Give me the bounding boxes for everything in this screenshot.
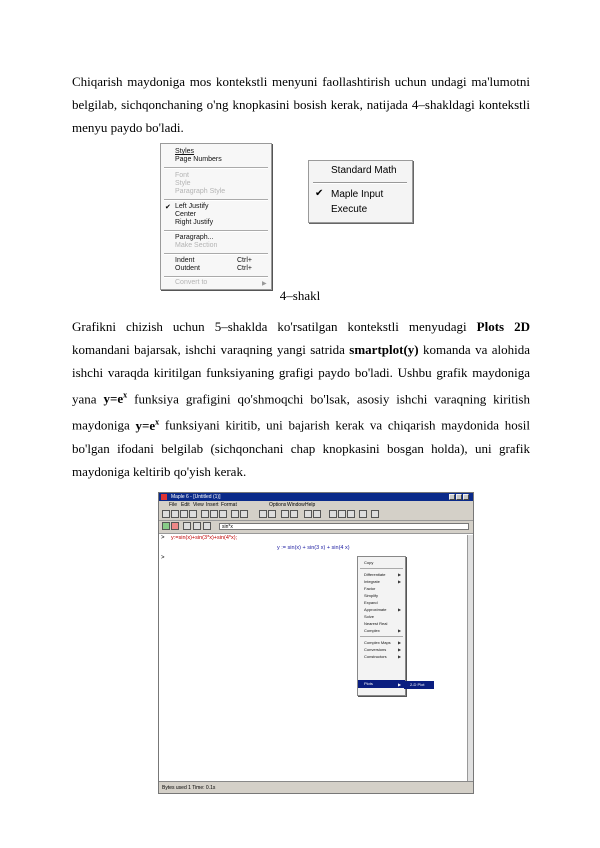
menu-window[interactable]: Window xyxy=(287,502,305,508)
redo-icon[interactable] xyxy=(240,510,248,518)
ctx-copy[interactable]: Copy xyxy=(364,560,374,565)
ctx-plots[interactable]: Plots xyxy=(358,680,405,688)
paragraph-2: Grafikni chizish uchun 5–shaklda ko'rsatilgan kontekstli menyudagi Plots 2D komandani bajarsak, ishchi varaqning yangi satrida smartplot(y) komanda va alohida ishchi varaqda kiritilgan funksiyaning grafigi paydo bo'ladi. Ushbu grafik maydoniga yana $y=e^x$ funksiya grafigini qo'shmoqchi bo'lsak, asosiy ishchi varaqning kiritish maydoniga $y=e^x$ funksiyani kiritib, uni bajarish kerak va chiqarish maydonida hosil bo'lgan ifodani belgilab (sichqonchani chap knopkasini bosgan holda), uni grafik maydoniga keltirib qo'yish kerak. xyxy=(72,319,531,479)
paste-icon[interactable] xyxy=(219,510,227,518)
main-toolbar xyxy=(159,509,473,521)
close-button[interactable] xyxy=(463,494,469,500)
ctx-conversions[interactable]: Conversions xyxy=(364,647,387,652)
menu-item-maple-input[interactable]: Maple Input xyxy=(331,189,384,200)
ctx-expand[interactable]: Expand xyxy=(364,600,378,605)
open-icon[interactable] xyxy=(171,510,179,518)
maple-input-icon[interactable] xyxy=(171,522,179,530)
submenu-arrow-icon: ▶ xyxy=(398,572,402,577)
maple-context-menu xyxy=(357,556,406,696)
help-icon[interactable] xyxy=(359,510,367,518)
context-toolbar xyxy=(159,521,473,534)
window-title: Maple 6 - [Untitled (1)] xyxy=(171,494,221,500)
menu-separator xyxy=(164,253,268,255)
ctx-integrate[interactable]: Integrate xyxy=(364,579,380,584)
prompt: > xyxy=(161,555,165,561)
figure-4-caption: 4–shakl xyxy=(279,288,321,303)
menu-format[interactable]: Format xyxy=(221,502,237,508)
zoom-100-icon[interactable] xyxy=(329,510,337,518)
submenu-arrow-icon: ▶ xyxy=(398,640,402,645)
ctx-approximate[interactable]: Approximate xyxy=(364,607,387,612)
menu-item-paragraph-style[interactable]: Paragraph Style xyxy=(175,188,226,195)
paragraph-1: Chiqarish maydoniga mos kontekstli menyuni faollashtirish uchun undagi ma'lumotni belgilab, sichqonchaning o'ng knopkasini bosish kerak, natijada 4–shakldagi kontekstli menyu paydo bo'ladi. xyxy=(72,74,530,135)
submenu-arrow-icon: ▶ xyxy=(262,281,267,287)
maximize-button[interactable] xyxy=(456,494,462,500)
menu-help[interactable]: Help xyxy=(305,502,316,508)
menu-separator xyxy=(164,167,268,169)
menu-item-center[interactable]: Center xyxy=(175,211,197,218)
undo-icon[interactable] xyxy=(231,510,239,518)
insert-group-icon[interactable] xyxy=(281,510,289,518)
menu-item-right-justify[interactable]: Right Justify xyxy=(175,219,214,226)
execute-icon[interactable] xyxy=(304,510,312,518)
submenu-arrow-icon: ▶ xyxy=(398,579,402,584)
save-icon[interactable] xyxy=(180,510,188,518)
print-icon[interactable] xyxy=(189,510,197,518)
menu-item-outdent[interactable]: Outdent xyxy=(175,265,200,272)
menu-item-style[interactable]: Style xyxy=(175,180,191,187)
maple-command[interactable]: y:=sin(x)+sin(3*x)+sin(4*x); xyxy=(171,535,238,541)
menu-item-paragraph[interactable]: Paragraph... xyxy=(175,234,214,241)
vertical-scrollbar[interactable] xyxy=(467,535,474,781)
menu-item-styles[interactable]: Styles xyxy=(175,148,195,155)
ctx-differentiate[interactable]: Differentiate xyxy=(364,572,386,577)
menu-separator xyxy=(360,636,403,637)
italic-icon[interactable] xyxy=(193,522,201,530)
menu-item-page-numbers[interactable]: Page Numbers xyxy=(175,156,222,163)
menu-separator xyxy=(360,568,403,569)
insert-section-icon[interactable] xyxy=(290,510,298,518)
ctx-complex[interactable]: Complex xyxy=(364,628,380,633)
shortcut-outdent: Ctrl+ xyxy=(237,265,252,272)
menu-bar xyxy=(159,501,473,509)
check-icon: ✔ xyxy=(315,188,324,199)
submenu-arrow-icon: ▶ xyxy=(398,607,402,612)
submenu-arrow-icon: ▶ xyxy=(398,628,402,633)
ctx-solve[interactable]: Solve xyxy=(364,614,375,619)
zoom-150-icon[interactable] xyxy=(338,510,346,518)
menu-separator xyxy=(164,276,268,278)
ctx-nearest-real[interactable]: Nearest Real xyxy=(364,621,388,626)
math-mode-icon[interactable] xyxy=(268,510,276,518)
maple-output[interactable]: y := sin(x) + sin(3 x) + sin(4 x) xyxy=(277,545,350,551)
menu-item-font[interactable]: Font xyxy=(175,172,190,179)
submenu-2d-plot[interactable]: 2-D Plot xyxy=(404,681,434,689)
submenu-arrow-icon: ▶ xyxy=(398,647,402,652)
menu-file[interactable]: File xyxy=(169,502,178,508)
menu-insert[interactable]: Insert xyxy=(206,502,219,508)
menu-item-standard-math[interactable]: Standard Math xyxy=(331,165,397,176)
zoom-200-icon[interactable] xyxy=(347,510,355,518)
menu-item-execute[interactable]: Execute xyxy=(331,204,368,215)
ctx-complex-maps[interactable]: Complex Maps xyxy=(364,640,391,645)
menu-item-convert-to[interactable]: Convert to xyxy=(175,279,208,286)
menu-item-indent[interactable]: Indent xyxy=(175,257,195,264)
maple-app-icon xyxy=(161,494,167,500)
prompt: > xyxy=(161,535,165,541)
new-icon[interactable] xyxy=(162,510,170,518)
submenu-arrow-icon: ▶ xyxy=(398,682,402,687)
menu-edit[interactable]: Edit xyxy=(181,502,190,508)
menu-separator xyxy=(313,182,407,184)
format-context-menu xyxy=(160,143,272,290)
check-syntax-icon[interactable] xyxy=(203,522,211,530)
ctx-constructors[interactable]: Constructors xyxy=(364,654,387,659)
text-input-icon[interactable] xyxy=(162,522,170,530)
worksheet[interactable] xyxy=(159,535,467,781)
math-context-menu xyxy=(308,160,413,223)
stop-icon[interactable] xyxy=(313,510,321,518)
status-bar: Bytes used 1 Time: 0.1s xyxy=(159,781,473,793)
check-icon: ✔ xyxy=(165,204,171,211)
restart-icon[interactable] xyxy=(371,510,379,518)
submenu-arrow-icon: ▶ xyxy=(398,654,402,659)
shortcut-indent: Ctrl+ xyxy=(237,257,252,264)
cut-icon[interactable] xyxy=(201,510,209,518)
maple-window xyxy=(158,492,474,794)
menu-item-left-justify[interactable]: Left Justify xyxy=(175,203,209,210)
copy-icon[interactable] xyxy=(210,510,218,518)
window-titlebar xyxy=(159,493,473,501)
ctx-factor[interactable]: Factor xyxy=(364,586,376,591)
menu-separator xyxy=(164,199,268,201)
enter-icon[interactable] xyxy=(183,522,191,530)
minimize-button[interactable] xyxy=(449,494,455,500)
ctx-simplify[interactable]: Simplify xyxy=(364,593,379,598)
menu-separator xyxy=(164,230,268,232)
expression-input[interactable]: sin*x xyxy=(219,523,469,530)
menu-options[interactable]: Options xyxy=(269,502,287,508)
menu-item-make-section[interactable]: Make Section xyxy=(175,242,218,249)
menu-view[interactable]: View xyxy=(193,502,204,508)
text-mode-icon[interactable] xyxy=(259,510,267,518)
